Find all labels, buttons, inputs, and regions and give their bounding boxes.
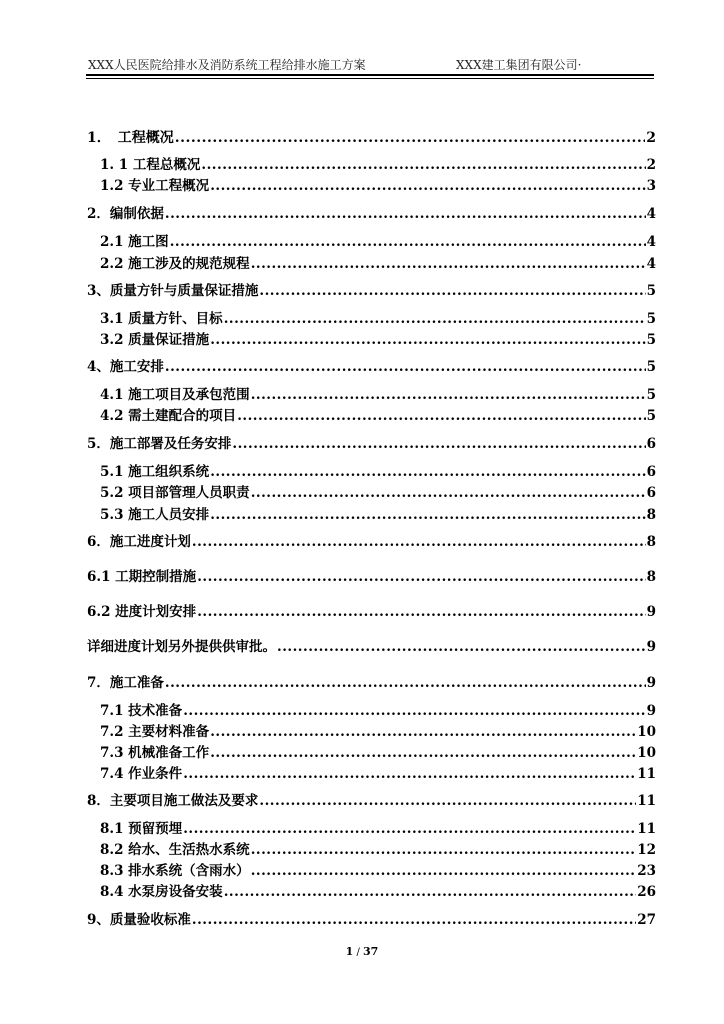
toc-entry[interactable] xyxy=(100,882,656,902)
toc-entry-page: 3 xyxy=(646,178,656,194)
toc-entry-page: 11 xyxy=(637,766,656,782)
toc-entry-label: 5．施工部署及任务安排 xyxy=(87,436,232,452)
toc-entry[interactable] xyxy=(100,385,656,405)
toc-entry-page: 4 xyxy=(646,206,656,222)
toc-entry-page: 11 xyxy=(637,793,656,809)
toc-dot-leader xyxy=(210,743,636,763)
toc-entry[interactable] xyxy=(87,910,656,930)
toc-entry-page: 2 xyxy=(646,157,656,173)
toc-entry-label: 3、质量方针与质量保证措施 xyxy=(87,283,259,299)
toc-entry-label: 3.1 质量方针、目标 xyxy=(100,311,223,327)
toc-dot-leader xyxy=(251,483,646,503)
toc-entry-page: 6 xyxy=(646,485,656,501)
toc-dot-leader xyxy=(192,910,636,930)
toc-entry[interactable] xyxy=(100,406,656,426)
toc-entry[interactable] xyxy=(100,176,656,196)
toc-entry[interactable] xyxy=(100,743,656,763)
toc-entry[interactable] xyxy=(100,505,656,525)
toc-entry-label: 2.2 施工涉及的规范规程 xyxy=(100,256,250,272)
toc-entry[interactable] xyxy=(87,128,656,148)
toc-entry[interactable] xyxy=(100,462,656,482)
toc-dot-leader xyxy=(197,602,645,622)
toc-entry-page: 5 xyxy=(646,408,656,424)
toc-entry[interactable] xyxy=(100,840,656,860)
toc-entry-label: 9、质量验收标准 xyxy=(87,912,191,928)
toc-entry-label: 7．施工准备 xyxy=(87,675,164,691)
toc-entry-page: 5 xyxy=(646,359,656,375)
toc-entry-label: 1. 1 工程总概况 xyxy=(100,157,201,173)
toc-entry-label: 6.2 进度计划安排 xyxy=(87,604,197,620)
header-company-name: XXX建工集团有限公司· xyxy=(456,58,582,72)
toc-entry[interactable] xyxy=(100,232,656,252)
toc-entry-page: 6 xyxy=(646,464,656,480)
page-number-current: 1 xyxy=(345,945,354,958)
toc-dot-leader xyxy=(201,155,645,175)
toc-dot-leader xyxy=(192,532,646,552)
toc-entry-label: 4、施工安排 xyxy=(87,359,164,375)
toc-entry-label: 5.3 施工人员安排 xyxy=(100,507,210,523)
toc-dot-leader xyxy=(251,840,637,860)
toc-entry[interactable] xyxy=(87,673,656,693)
toc-entry[interactable] xyxy=(100,819,656,839)
toc-entry-label: 7.1 技术准备 xyxy=(100,703,183,719)
toc-entry-label: 8.3 排水系统（含雨水） xyxy=(100,863,250,879)
toc-entry-page: 26 xyxy=(637,884,656,900)
toc-entry[interactable] xyxy=(87,567,656,587)
toc-entry-label: 详细进度计划另外提供供审批。 xyxy=(87,639,276,655)
toc-dot-leader xyxy=(183,701,645,721)
toc-entry[interactable] xyxy=(87,281,656,301)
toc-entry-label: 7.2 主要材料准备 xyxy=(100,724,210,740)
toc-dot-leader xyxy=(210,505,645,525)
toc-dot-leader xyxy=(197,567,645,587)
toc-entry-label: 6．施工进度计划 xyxy=(87,534,191,550)
toc-entry-page: 5 xyxy=(646,311,656,327)
toc-entry-page: 4 xyxy=(646,256,656,272)
toc-dot-leader xyxy=(210,176,645,196)
toc-entry-page: 8 xyxy=(646,507,656,523)
toc-entry[interactable] xyxy=(100,764,656,784)
toc-entry[interactable] xyxy=(100,330,656,350)
toc-dot-leader xyxy=(175,128,646,148)
toc-entry-label: 7.4 作业条件 xyxy=(100,766,183,782)
toc-entry-page: 9 xyxy=(646,639,656,655)
toc-entry-label: 5.1 施工组织系统 xyxy=(100,464,210,480)
toc-entry-label: 8.1 预留预埋 xyxy=(100,821,183,837)
toc-entry-label: 4.2 需土建配合的项目 xyxy=(100,408,237,424)
toc-entry[interactable] xyxy=(100,155,656,175)
toc-entry[interactable] xyxy=(100,483,656,503)
toc-entry-page: 10 xyxy=(637,745,656,761)
toc-entry[interactable] xyxy=(100,701,656,721)
toc-entry-page: 5 xyxy=(646,283,656,299)
toc-entry-page: 12 xyxy=(637,842,656,858)
toc-dot-leader xyxy=(277,637,646,657)
toc-entry[interactable] xyxy=(100,254,656,274)
toc-dot-leader xyxy=(210,722,636,742)
toc-dot-leader xyxy=(259,791,636,811)
toc-dot-leader xyxy=(224,882,637,902)
toc-entry-page: 5 xyxy=(646,332,656,348)
toc-entry[interactable] xyxy=(87,204,656,224)
toc-entry-page: 8 xyxy=(646,534,656,550)
toc-dot-leader xyxy=(170,232,646,252)
toc-dot-leader xyxy=(251,861,637,881)
toc-entry-label: 3.2 质量保证措施 xyxy=(100,332,210,348)
toc-entry-label: 8.2 给水、生活热水系统 xyxy=(100,842,250,858)
toc-entry[interactable] xyxy=(87,532,656,552)
toc-dot-leader xyxy=(232,434,645,454)
toc-entry-label: 5.2 项目部管理人员职责 xyxy=(100,485,250,501)
toc-dot-leader xyxy=(165,204,646,224)
toc-entry-page: 8 xyxy=(646,569,656,585)
toc-entry-page: 4 xyxy=(646,234,656,250)
page-footer xyxy=(0,945,724,958)
toc-entry-page: 2 xyxy=(646,130,656,146)
toc-entry-page: 23 xyxy=(637,863,656,879)
toc-entry-label: 8.4 水泵房设备安装 xyxy=(100,884,223,900)
toc-entry[interactable] xyxy=(87,434,656,454)
toc-entry[interactable] xyxy=(100,861,656,881)
toc-entry-label: 1.2 专业工程概况 xyxy=(100,178,210,194)
toc-dot-leader xyxy=(251,254,646,274)
toc-dot-leader xyxy=(183,819,636,839)
toc-entry-label: 2．编制依据 xyxy=(87,206,164,222)
toc-dot-leader xyxy=(183,764,636,784)
toc-entry[interactable] xyxy=(87,637,656,657)
toc-entry-page: 9 xyxy=(646,703,656,719)
toc-entry-label: 2.1 施工图 xyxy=(100,234,169,250)
toc-dot-leader xyxy=(165,357,646,377)
toc-entry[interactable] xyxy=(87,602,656,622)
toc-dot-leader xyxy=(224,309,646,329)
toc-entry[interactable] xyxy=(100,722,656,742)
toc-dot-leader xyxy=(210,330,645,350)
toc-entry-page: 6 xyxy=(646,436,656,452)
toc-entry-page: 9 xyxy=(646,604,656,620)
toc-entry-page: 5 xyxy=(646,387,656,403)
header-document-title: XXX人民医院给排水及消防系统工程给排水施工方案 xyxy=(88,58,366,72)
toc-dot-leader xyxy=(165,673,646,693)
page-number-separator: / xyxy=(353,947,364,958)
toc-entry-page: 11 xyxy=(637,821,656,837)
toc-entry-label: 6.1 工期控制措施 xyxy=(87,569,197,585)
toc-dot-leader xyxy=(251,385,646,405)
toc-entry[interactable] xyxy=(87,357,656,377)
toc-dot-leader xyxy=(210,462,645,482)
toc-entry-page: 10 xyxy=(637,724,656,740)
toc-entry-page: 9 xyxy=(646,675,656,691)
toc-dot-leader xyxy=(259,281,645,301)
toc-entry-label: 8．主要项目施工做法及要求 xyxy=(87,793,259,809)
page-number-total: 37 xyxy=(363,945,379,958)
toc-entry-label: 4.1 施工项目及承包范围 xyxy=(100,387,250,403)
toc-dot-leader xyxy=(237,406,645,426)
toc-entry[interactable] xyxy=(87,791,656,811)
toc-entry[interactable] xyxy=(100,309,656,329)
toc-entry-label: 7.3 机械准备工作 xyxy=(100,745,210,761)
toc-entry-page: 27 xyxy=(637,912,656,928)
toc-entry-label: 1． 工程概况 xyxy=(87,130,174,146)
